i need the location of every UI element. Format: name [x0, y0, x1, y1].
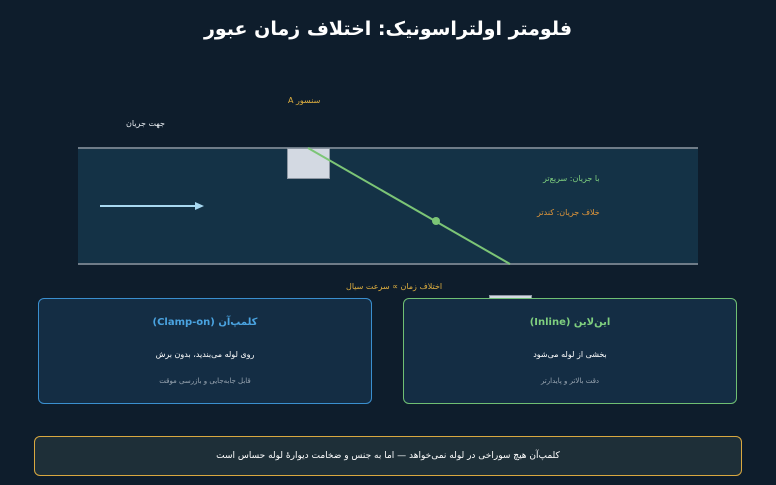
footer-note: کلمپ‌آن هیچ سوراخی در لوله نمی‌خواهد — اما به جنس و ضخامت دیوارهٔ لوله حساس است [34, 436, 742, 476]
clamp-on-title: کلمپ‌آن (Clamp-on) [152, 317, 258, 328]
page-title: فلومتر اولتراسونیک: اختلاف زمان عبور [203, 18, 573, 40]
inline-desc: بخشی از لوله می‌شود [533, 350, 607, 359]
inline-title: این‌لاین (Inline) [529, 317, 611, 328]
clamp-on-note: قابل جابه‌جایی و بازرسی موقت [159, 377, 251, 385]
clamp-on-card [38, 298, 372, 404]
ultrasonic-signal-path [308, 148, 510, 264]
inline-card [403, 298, 737, 404]
flow-arrow-icon [195, 202, 204, 210]
clamp-on-desc: روی لوله می‌بندید، بدون برش [155, 350, 255, 359]
time-difference-label: اختلاف زمان ∝ سرعت سیال [346, 282, 443, 291]
inline-note: دقت بالاتر و پایدارتر [540, 377, 600, 385]
with-flow-label: با جریان: سریع‌تر [543, 174, 600, 183]
against-flow-label: خلاف جریان: کندتر [537, 208, 600, 217]
sensor-a-label: سنسور A [288, 96, 321, 105]
signal-pulse-dot [432, 217, 440, 225]
flow-direction-label: جهت جریان [126, 119, 165, 128]
